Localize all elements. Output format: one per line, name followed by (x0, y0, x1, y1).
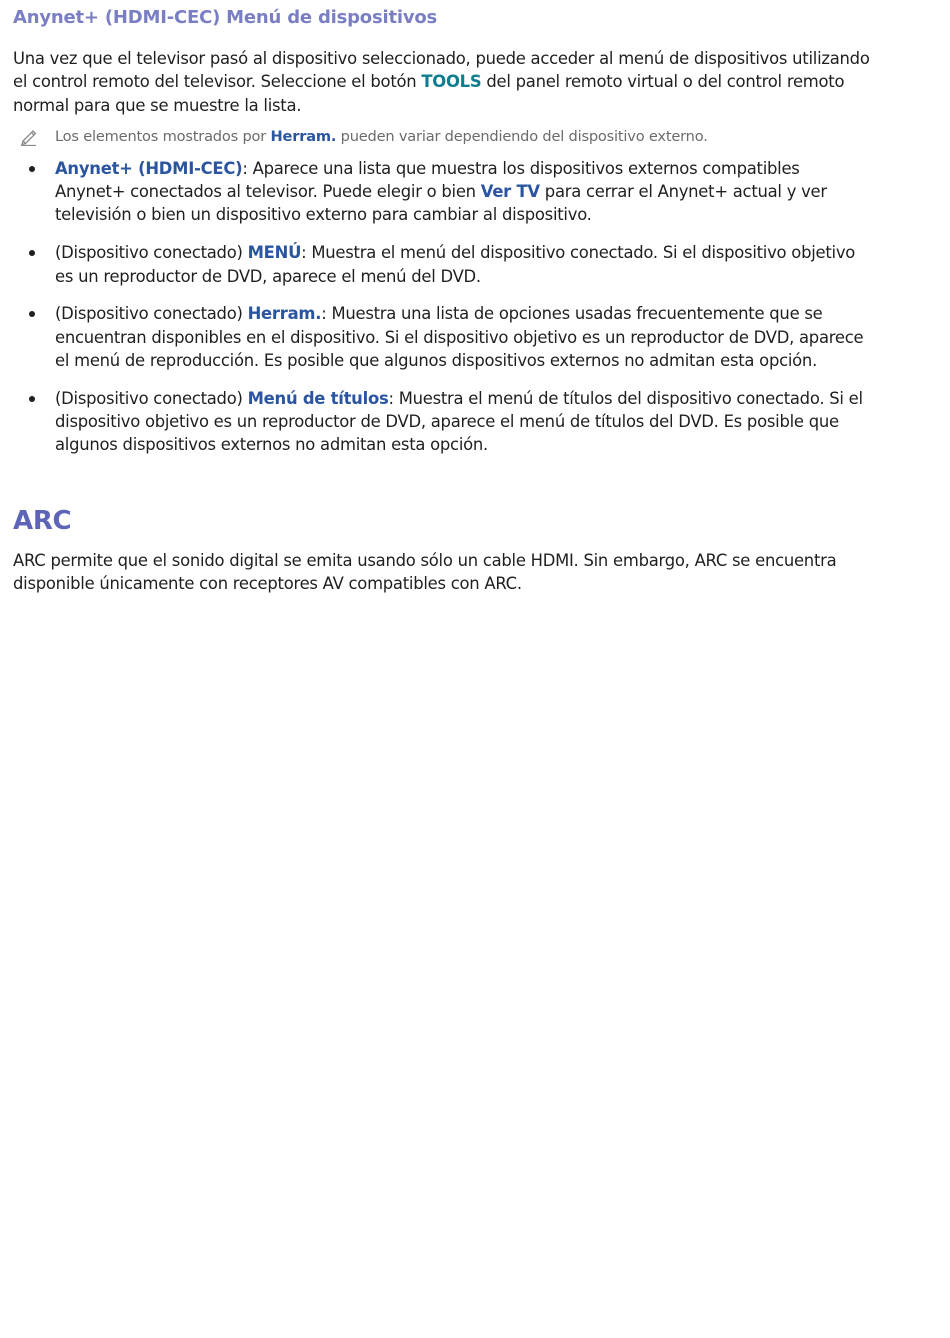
list-item-desc: : Muestra una lista de opciones usadas frecuentemente que se encuentran disponibles en el dispositivo. Si el dispositivo objetivo es un reproductor de DVD, aparece el menú de reproducción. Es posible que algunos dispositivos externos no admitan esta opción. (55, 304, 864, 370)
list-item-prefix: (Dispositivo conectado) (55, 388, 248, 408)
anynet-term: Anynet+ (HDMI-CEC) (55, 158, 243, 178)
document-page (13, 0, 873, 595)
bullet-dot (29, 166, 35, 172)
list-item (13, 302, 873, 372)
herram-keyword: Herram. (270, 127, 337, 145)
list-item-desc: : Muestra el menú de títulos del dispositivo conectado. Si el dispositivo objetivo es un reproductor de DVD, aparece el menú de títulos del DVD. Es posible que algunos dispositivos externos no admitan esta opción. (55, 388, 863, 455)
arc-title: ARC (13, 505, 72, 536)
list-item-desc-2: para cerrar el Anynet+ actual y ver televisión o bien un dispositivo externo para cambiar al dispositivo. (55, 182, 827, 225)
list-item (13, 387, 873, 457)
intro-text-2: del panel remoto virtual o del control remoto normal para que se muestre la lista. (13, 72, 845, 115)
list-item-desc: : Muestra el menú del dispositivo conectado. Si el dispositivo objetivo es un reproductor de DVD, aparece el menú del DVD. (55, 243, 856, 286)
bullet-dot (29, 311, 35, 317)
list-item-prefix: (Dispositivo conectado) (55, 304, 248, 324)
note-line (13, 126, 873, 148)
bullet-dot (29, 250, 35, 256)
pencil-icon (19, 126, 39, 146)
bullet-dot (29, 396, 35, 402)
tools-keyword: TOOLS (421, 72, 482, 92)
ver-tv-term: Ver TV (480, 182, 540, 202)
section-title: Anynet+ (HDMI-CEC) Menú de dispositivos (13, 7, 438, 28)
options-list (13, 157, 873, 457)
arc-paragraph: ARC permite que el sonido digital se emita usando sólo un cable HDMI. Sin embargo, ARC se encuentra disponible únicamente con receptores AV compatibles con ARC. (13, 550, 837, 593)
list-item-desc: : Aparece una lista que muestra los dispositivos externos compatibles Anynet+ conectados al televisor. Puede elegir o bien (55, 158, 800, 202)
list-item-text (55, 302, 873, 372)
menu-term: MENÚ (247, 243, 302, 263)
menu-titulos-term: Menú de títulos (247, 388, 389, 408)
herram-term: Herram. (247, 304, 322, 324)
intro-paragraph (13, 47, 873, 117)
note-text-2: pueden variar dependiendo del dispositivo externo. (336, 127, 708, 145)
list-item (13, 157, 873, 227)
note-text-1: Los elementos mostrados por (55, 127, 271, 145)
intro-text-1: Una vez que el televisor pasó al dispositivo seleccionado, puede acceder al menú de dispositivos utilizando el control remoto del televisor. Seleccione el botón (13, 49, 870, 92)
list-item-text (55, 241, 873, 288)
list-item-text (55, 387, 873, 457)
list-item-prefix: (Dispositivo conectado) (55, 243, 248, 263)
list-item (13, 241, 873, 288)
list-item-text (55, 157, 873, 227)
